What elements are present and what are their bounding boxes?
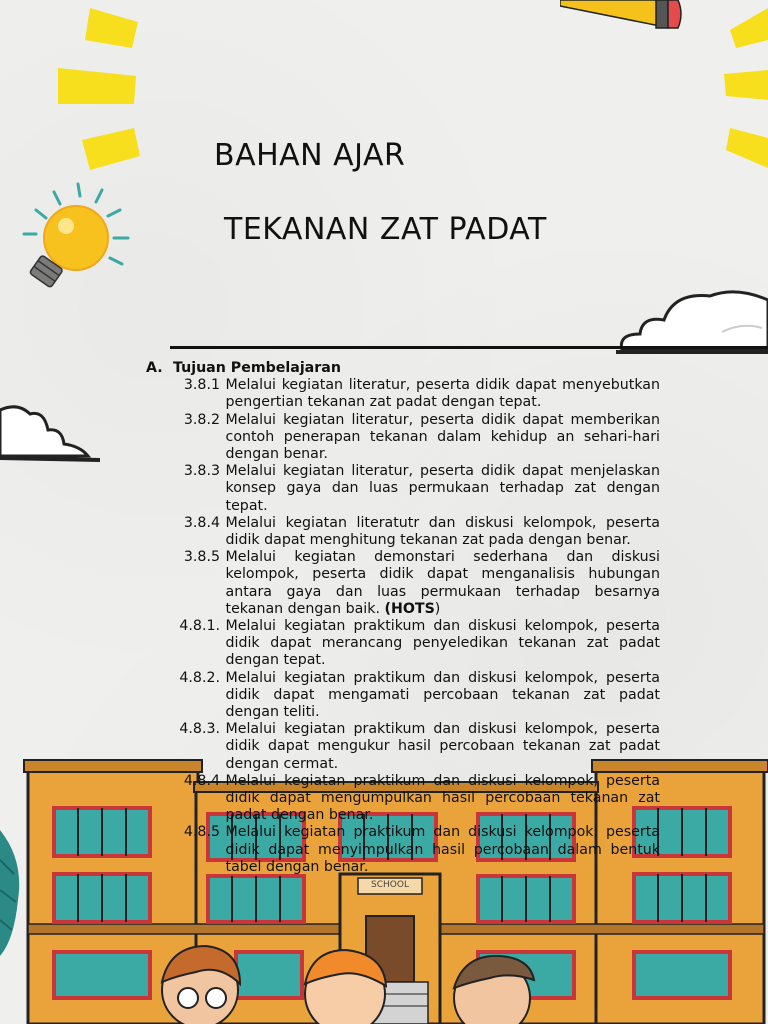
objective-number: 4.8.3. xyxy=(179,721,220,738)
sun-ray-icon xyxy=(50,0,150,175)
objective-text: Melalui kegiatan praktikum dan diskusi kelompok, peserta didik dapat mengukur hasil percobaan tekanan zat padat dengan cermat. xyxy=(225,721,660,772)
document-subtitle: TEKANAN ZAT PADAT xyxy=(224,212,547,247)
section-title: Tujuan Pembelajaran xyxy=(173,360,341,376)
objective-text: Melalui kegiatan demonstari sederhana dan diskusi kelompok, peserta didik dapat menganalisis hubungan antara gaya dan luas permukaan terhadap besarnya tekanan dengan baik. xyxy=(225,549,660,617)
objective-number: 3.8.4 xyxy=(183,514,220,531)
objective-item xyxy=(146,549,660,618)
objective-item xyxy=(146,463,660,515)
school-sign: SCHOOL xyxy=(371,880,409,890)
objective-text-wrap xyxy=(226,549,660,618)
sun-ray-icon xyxy=(720,0,768,175)
objective-number: 4.8.5 xyxy=(183,824,220,841)
document-title: BAHAN AJAR xyxy=(214,138,406,173)
section-heading xyxy=(146,360,660,377)
hots-suffix: ) xyxy=(434,600,441,617)
learning-objectives xyxy=(146,360,660,876)
hots-label: (HOTS xyxy=(384,600,435,617)
objective-number: 3.8.1 xyxy=(183,377,220,394)
objective-item xyxy=(146,412,660,464)
pencil-icon xyxy=(560,0,690,34)
objective-item xyxy=(146,773,660,825)
objective-item xyxy=(146,721,660,773)
objective-text: Melalui kegiatan praktikum dan diskusi kelompok, peserta didik dapat mengamati percobaan tekanan zat padat dengan teliti. xyxy=(225,669,660,721)
objective-text: Melalui kegiatan literatur, peserta didik dapat memberikan contoh penerapan tekanan dalam kehidup an sehari-hari dengan benar. xyxy=(225,411,660,463)
objective-text: Melalui kegiatan literatutr dan diskusi kelompok, peserta didik dapat menghitung tekanan zat pada dengan benar. xyxy=(225,514,660,549)
objective-text: Melalui kegiatan praktikum dan diskusi kelompok, peserta didik dapat merancang penyeledikan tekanan zat padat dengan tepat. xyxy=(225,618,660,669)
objective-number: 4.8.4 xyxy=(183,772,220,789)
objective-item xyxy=(146,618,660,670)
objective-number: 3.8.2 xyxy=(183,411,220,428)
title-divider xyxy=(170,346,768,349)
section-letter: A. xyxy=(146,360,163,376)
objective-item xyxy=(146,515,660,549)
objective-item xyxy=(146,377,660,411)
objective-number: 3.8.3 xyxy=(183,463,220,480)
objective-item xyxy=(146,670,660,722)
objective-number: 4.8.1. xyxy=(179,618,220,635)
objective-text: Melalui kegiatan literatur, peserta didik dapat menyebutkan pengertian tekanan zat padat dengan tepat. xyxy=(225,377,660,411)
objective-number: 4.8.2. xyxy=(179,669,220,686)
lightbulb-icon xyxy=(14,180,134,300)
objective-text: Melalui kegiatan praktikum dan diskusi kelompok, peserta didik dapat mengumpulkan hasil percobaan tekanan zat padat dengan benar. xyxy=(225,772,660,824)
objective-number: 3.8.5 xyxy=(183,549,220,566)
cloud-icon xyxy=(0,402,104,466)
objective-text: Melalui kegiatan literatur, peserta didik dapat menjelaskan konsep gaya dan luas permukaan terhadap zat dengan tepat. xyxy=(225,463,660,514)
objective-item xyxy=(146,824,660,876)
objective-text: Melalui kegiatan praktikum dan diskusi kelompok, peserta didik dapat menyimpulkan hasil percobaan dalam bentuk tabel dengan benar. xyxy=(225,824,660,875)
